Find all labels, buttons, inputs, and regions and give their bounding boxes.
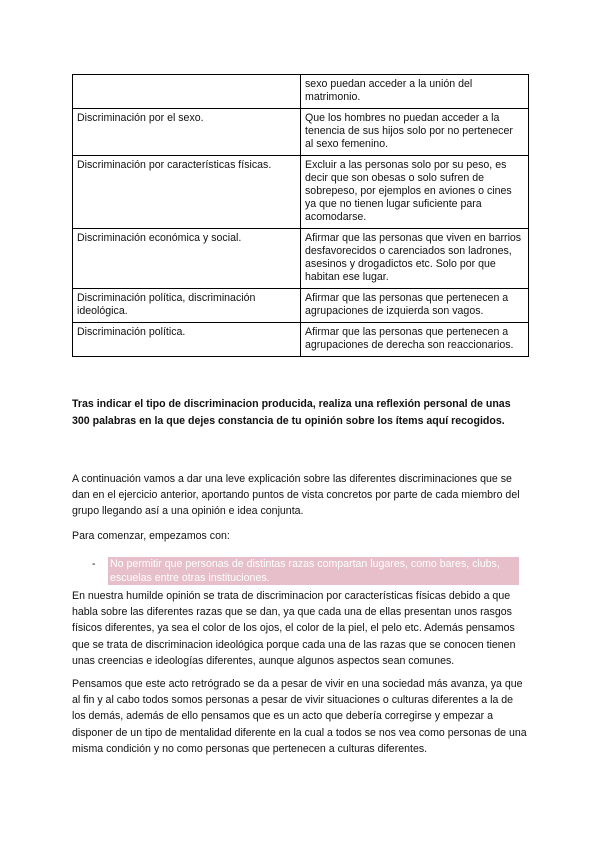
table-cell-type: Discriminación política, discriminación ideológica. <box>73 289 301 323</box>
table-cell-type: Discriminación por el sexo. <box>73 109 301 156</box>
table-cell-type: Discriminación por características físicas. <box>73 156 301 229</box>
table-cell-example: Excluir a las personas solo por su peso, es decir que son obesas o solo sufren de sobrepeso, por ejemplos en aviones o cines ya que no tienen lugar suficiente para acomodarse. <box>301 156 529 229</box>
start-paragraph: Para comenzar, empezamos con: <box>72 530 230 542</box>
list-item <box>92 557 519 585</box>
table-row <box>73 75 529 109</box>
table-row <box>73 229 529 289</box>
table-cell-type: Discriminación económica y social. <box>73 229 301 289</box>
table-row <box>73 323 529 357</box>
intro-paragraph: A continuación vamos a dar una leve explicación sobre las diferentes discriminaciones que se dan en el ejercicio anterior, aportando puntos de vista concretos por parte de cada miembro del grupo llegando así a una opinión e idea conjunta. <box>72 473 520 517</box>
discrimination-table <box>72 74 529 357</box>
bullet-dash: - <box>92 558 96 570</box>
highlighted-bullet-text: No permitir que personas de distintas razas compartan lugares, como bares, clubs, escuelas entre otras instituciones. <box>108 557 519 585</box>
opinion-paragraph-1: En nuestra humilde opinión se trata de discriminacion por características físicas debido a que habla sobre las diferentes razas que se dan, ya que cada una de ellas presentan unos rasgos físicos diferentes, ya sea el color de los ojos, el color de la piel, el pelo etc. Además pensamos que se trata de discriminacion ideológica porque cada una de las razas que se conocen tienen unas creencias e ideologías diferentes, aunque algunos aspectos sean comunes. <box>72 590 516 667</box>
table-cell-example: Afirmar que las personas que pertenecen a agrupaciones de izquierda son vagos. <box>301 289 529 323</box>
table-cell-example: Afirmar que las personas que pertenecen a agrupaciones de derecha son reaccionarios. <box>301 323 529 357</box>
exercise-heading: Tras indicar el tipo de discriminacion producida, realiza una reflexión personal de unas 300 palabras en la que dejes constancia de tu opinión sobre los ítems aquí recogidos. <box>72 398 511 427</box>
opinion-paragraph-2: Pensamos que este acto retrógrado se da a pesar de vivir en una sociedad más avanza, ya que al fin y al cabo todos somos personas a pesar de vivir situaciones o culturas diferentes a la de los demás, además de ello pensamos que es un acto que debería corregirse y empezar a disponer de un tipo de mentalidad diferente en la cual a todos se nos vea como personas de una misma condición y no como personas que pertenecen a culturas diferentes. <box>72 678 527 755</box>
table-cell-example: Que los hombres no puedan acceder a la tenencia de sus hijos solo por no pertenecer al sexo femenino. <box>301 109 529 156</box>
table-cell-example: Afirmar que las personas que viven en barrios desfavorecidos o carenciados son ladrones, asesinos y drogadictos etc. Solo por que habitan ese lugar. <box>301 229 529 289</box>
table-row <box>73 156 529 229</box>
table-cell-type: Discriminación política. <box>73 323 301 357</box>
table-row <box>73 109 529 156</box>
table-row <box>73 289 529 323</box>
table-cell-type <box>73 75 301 109</box>
table-cell-example: sexo puedan acceder a la unión del matrimonio. <box>301 75 529 109</box>
